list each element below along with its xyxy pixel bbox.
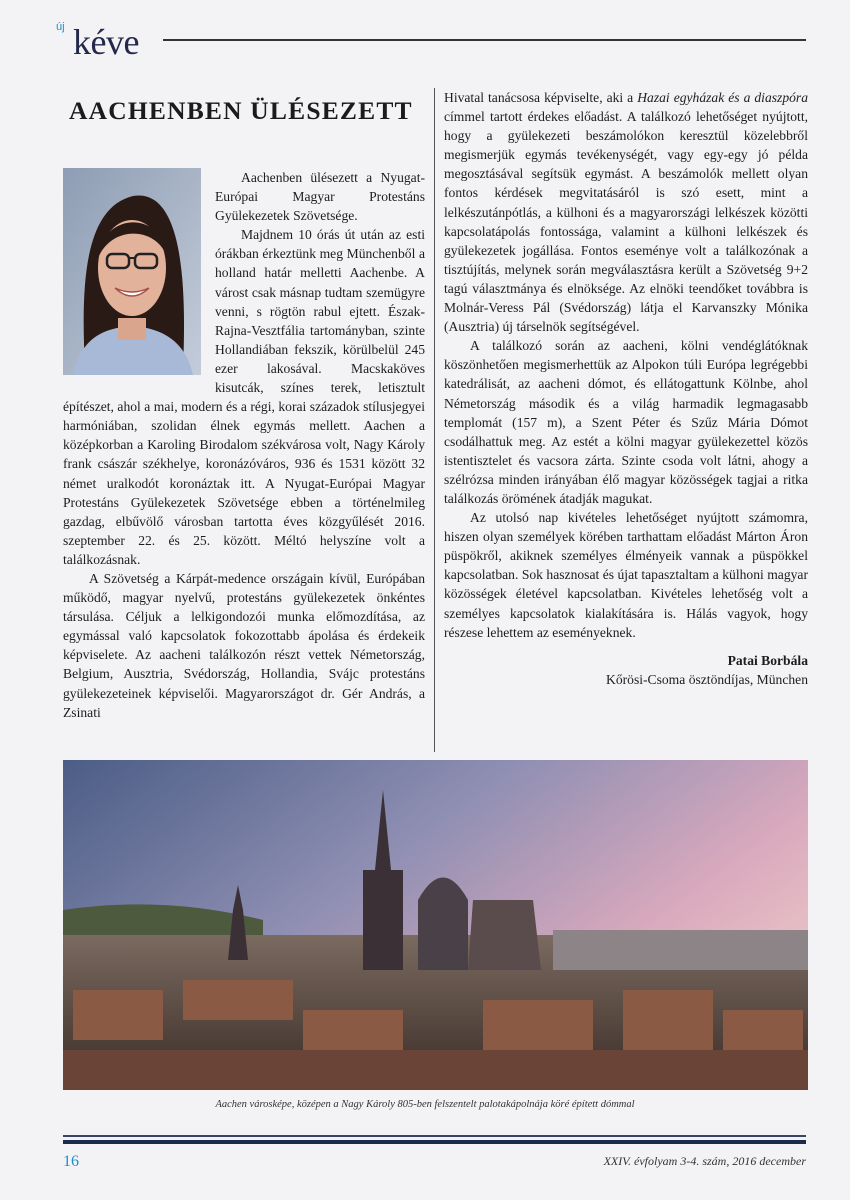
article-paragraph: Aachenben ülésezett a Nyugat-Európai Magyar Protestáns Gyülekezetek Szövetsége. [215, 170, 425, 224]
aachen-cityscape-photo [63, 760, 808, 1090]
left-column [63, 168, 425, 722]
right-column [444, 88, 808, 689]
lecture-title: Hazai egyházak és a diaszpóra [637, 90, 808, 105]
article-paragraph [444, 88, 808, 336]
article-paragraph: Az utolsó nap kivételes lehetőséget nyújtott számomra, hiszen olyan személyek körében tarthattam előadást Márton Áron püspökről, akiknek személyes élményeik vannak a püspökkel kapcsolatban. Sok hasznosat és újat tapasztaltam a külhoni magyar közösségek életével kapcsolatban. Kivételes lehetőség volt a személyes kapcsolatok kialakítására is. Hálás vagyok, hogy részese lehettem az eseményeknek. [444, 510, 808, 640]
header-rule [163, 39, 806, 41]
article-paragraph: Majdnem 10 órás út után az esti órákban érkeztünk meg Münchenből a holland határ melletti Aachenbe. A várost csak másnap tudtam szemügyre venni, s rögtön rabul ejtett. Észak-Rajna-Vesztfália tartományban, szinte Hollandiában fekszik, körülbelül 245 ezer lakosával. Macskaköves kisutcák, színes terek, letisztult építészet, ahol a mai, modern és a régi, korai századok stílusjegyei harmóniában, szolidan élnek egymás mellett. Aachen a középkorban a Karoling Birodalom székvárosa volt, Nagy Károly frank császár székhelye, koronázóváros, 936 és 1531 között 32 német uralkodót koronáztak itt. A Nyugat-Európai Magyar Protestáns Gyülekezetek Szövetsége ebben a történelmileg gazdag, elbűvölő városban tartotta éves közgyűlését 2016. szeptember 22. és 25. között. Méltó helyszíne volt a találkozásnak. [63, 227, 425, 567]
text-run: címmel tartott érdekes előadást. A találkozó lehetőséget nyújtott, hogy a gyülekezeti beszámolókon keresztül közelebbről megismerjük egymás tevékenységét, vagy egy-egy jó példa megosztásával segítsük egymást. A beszámolók mellett olyan fontos kérdések megvitatásáról is szó esett, mint a lelkészutánpótlás, a külhoni és a magyarországi lelkészek közötti kapcsolatápolás fontossága, valamint a külhoni lelkészek és gyülekezetek jogállása. Fontos eseménye volt a találkozónak a tisztújítás, melynek során megválasztásra került a Szövetség 9+2 tagú választmánya és elnöksége. Az elnöki teendőket továbbra is Molnár-Veress Pál (Svédország) látja el Karvanszky Mónika (Ausztria) új társelnök segítségével. [444, 109, 808, 335]
author-name: Patai Borbála [727, 652, 808, 668]
issue-info: XXIV. évfolyam 3-4. szám, 2016 december [603, 1154, 806, 1168]
page-number: 16 [63, 1153, 79, 1170]
logo-prefix: új [56, 21, 65, 33]
article-title: AACHENBEN ÜLÉSEZETT [69, 96, 413, 125]
photo-caption: Aachen városképe, középen a Nagy Károly 805-ben felszentelt palotakápolnája köré épített dómmal [215, 1099, 635, 1110]
column-divider [434, 88, 435, 752]
text-run: Hivatal tanácsosa képviselte, aki a [444, 90, 638, 105]
footer-rule-thin [63, 1135, 806, 1137]
author-affiliation: Kőrösi-Csoma ösztöndíjas, München [606, 671, 808, 687]
logo-name: kéve [73, 22, 139, 62]
article-paragraph: A találkozó során az aacheni, kölni vendéglátóknak köszönhetően megismerhettük az Alpokon túli Európa legrégebbi katedrálisát, az aacheni dómot, és ellátogattunk Kölnbe, ahol Németország második és a világ harmadik legmagasabb templomát (157 m), a Szent Péter és Szűz Mária Dómot csodálhattuk meg. Az estét a kölni magyar gyülekezettel közös istentisztelet és vacsora zárta. Szinte csoda volt látni, ahogy a szélrózsa minden irányában élő magyar közösségek tagjai a ritka találkozás örömének átadják magukat. [444, 338, 808, 506]
footer-rule-thick [63, 1140, 806, 1144]
author-portrait [63, 168, 201, 375]
article-paragraph: A Szövetség a Kárpát-medence országain kívül, Európában működő, magyar nyelvű, protestáns gyülekezetek önkéntes társulása. Céljuk a lelkigondozói munka előmozdítása, az egymással való kapcsolatok fokozottabb ápolása és érdekeik képviselete. Az aacheni találkozón részt vettek Németország, Belgium, Ausztria, Svédország, Hollandia, Svájc protestáns gyülekezeteinek képviselői. Magyarországot dr. Gér András, a Zsinati [63, 570, 425, 720]
